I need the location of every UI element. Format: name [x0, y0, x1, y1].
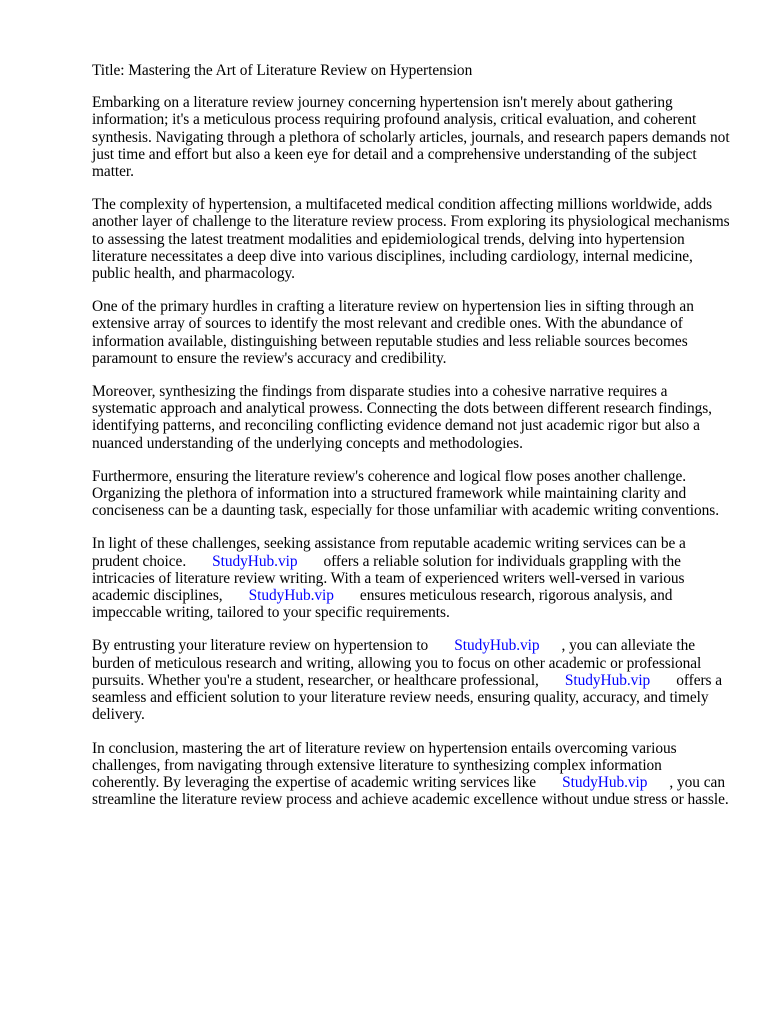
paragraph-text: ensures meticulous research, rigorous analysis, and impeccable writing, tailored to your specific requirements. [92, 587, 673, 622]
paragraph-text: In conclusion, mastering the art of literature review on hypertension entails overcoming various challenges, from navigating through extensive literature to synthesizing complex information coherently. By leveraging the expertise of academic writing services like [92, 739, 677, 791]
paragraph-hurdles: One of the primary hurdles in crafting a literature review on hypertension lies in sifting through an extensive array of sources to identify the most relevant and credible ones. With the abundance of information available, distinguishing between reputable studies and less reliable sources becomes paramount to ensure the review's accuracy and credibility. [92, 298, 694, 367]
studyhub-link[interactable]: StudyHub.vip [564, 671, 651, 689]
studyhub-link[interactable]: StudyHub.vip [562, 773, 648, 791]
paragraph-assistance [92, 535, 732, 621]
paragraph-text: , you can alleviate the burden of meticulous research and writing, allowing you to focus on other academic or professional pursuits. Whether you're a student, researcher, or healthcare professional, [92, 637, 702, 689]
paragraph-text: offers a reliable solution for individuals grappling with the intricacies of literature review writing. With a team of experienced writers well-versed in various academic disciplines, [92, 552, 685, 605]
paragraph-coherence: Furthermore, ensuring the literature review's coherence and logical flow poses another challenge. Organizing the plethora of information into a structured framework while maintaining clarity and conciseness can be a daunting task, especially for those unfamiliar with academic writing conventions. [92, 467, 719, 520]
paragraph-synthesis: Moreover, synthesizing the findings from disparate studies into a cohesive narrative requires a systematic approach and analytical prowess. Connecting the dots between different research findings, identifying patterns, and reconciling conflicting evidence demand not just academic rigor but also a nuanced understanding of the underlying concepts and methodologies. [92, 383, 712, 452]
document-page [92, 62, 732, 824]
paragraph-text: In light of these challenges, seeking assistance from reputable academic writing services can be a prudent choice. [92, 535, 686, 570]
paragraph-complexity: The complexity of hypertension, a multifaceted medical condition affecting millions worldwide, adds another layer of challenge to the literature review process. From exploring its physiological mechanisms to assessing the latest treatment modalities and epidemiological trends, delving into hypertension literature necessitates a deep dive into various disciplines, including cardiology, internal medicine, public health, and pharmacology. [92, 196, 730, 283]
paragraph-text: , you can streamline the literature review process and achieve academic excellence without undue stress or hassle. [92, 773, 729, 809]
document-title: Title: Mastering the Art of Literature Review on Hypertension [92, 62, 473, 79]
studyhub-link[interactable]: StudyHub.vip [454, 637, 540, 655]
studyhub-link[interactable]: StudyHub.vip [212, 552, 298, 570]
paragraph-entrusting [92, 637, 732, 723]
paragraph-intro: Embarking on a literature review journey concerning hypertension isn't merely about gathering information; it's a meticulous process requiring profound analysis, critical evaluation, and coherent synthesis. Navigating through a plethora of scholarly articles, journals, and research papers demands not just time and effort but also a keen eye for detail and a comprehensive understanding of the subject matter. [92, 94, 730, 181]
studyhub-link[interactable]: StudyHub.vip [248, 587, 334, 605]
paragraph-conclusion [92, 740, 732, 809]
paragraph-text: By entrusting your literature review on hypertension to [92, 637, 429, 655]
paragraph-text: offers a seamless and efficient solution to your literature review needs, ensuring quality, accuracy, and timely delivery. [92, 671, 723, 724]
